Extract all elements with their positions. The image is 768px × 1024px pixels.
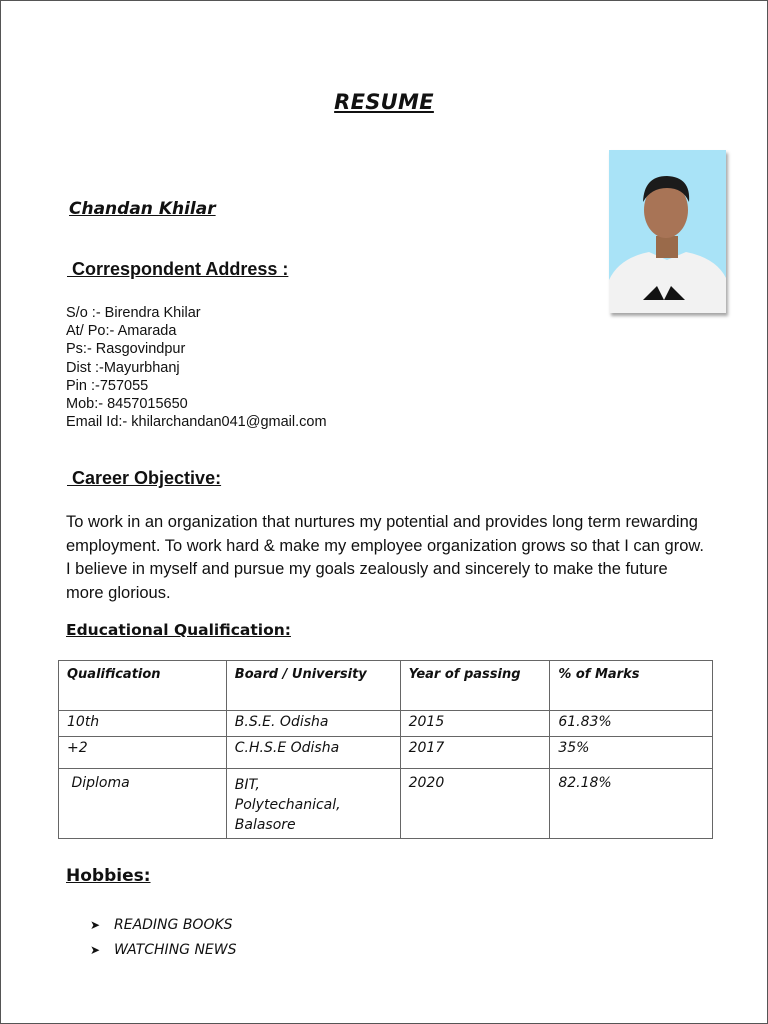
hobby-label: WATCHING NEWS [114,941,237,958]
career-objective-heading: Career Objective: [67,468,222,488]
table-header-row [59,661,713,711]
table-cell: 61.83% [550,711,713,737]
resume-title: RESUME [334,90,434,114]
email-address: Email Id:- khilarchandan041@gmail.com [66,414,327,431]
table-cell: 82.18% [550,769,713,839]
hobbies-heading: Hobbies: [66,866,151,886]
table-cell: +2 [59,737,227,769]
education-table [58,660,713,839]
education-heading: Educational Qualification: [66,621,291,639]
table-cell: 2020 [400,769,550,839]
person-photo-illustration [609,150,726,313]
table-cell: BIT, Polytechanical, Balasore [226,769,400,839]
address-line: S/o :- Birendra Khilar [66,305,201,321]
column-header: Qualification [59,661,227,711]
address-line: Pin :-757055 [66,377,149,394]
list-item [90,937,237,962]
column-header: Year of passing [400,661,550,711]
table-cell: 2017 [400,737,550,769]
career-objective-text: To work in an organization that nurtures my potential and provides long term rewarding employment. To work hard & make my employee organization grows so that I can grow. I believe in myself and pursue my goals zealously and sincerely to make the future more glorious. [66,513,704,602]
list-item [90,912,237,937]
address-block [66,304,327,431]
hobby-label: READING BOOKS [114,916,233,933]
table-row [59,711,713,737]
arrow-bullet-icon: ➤ [90,942,101,957]
mobile-number: Mob:- 8457015650 [66,396,188,413]
table-cell: B.S.E. Odisha [226,711,400,737]
profile-photo [609,150,726,313]
table-row [59,737,713,769]
table-cell: 35% [550,737,713,769]
hobbies-list [90,912,237,962]
candidate-name: Chandan Khilar [69,199,216,219]
address-line: At/ Po:- Amarada [66,323,177,340]
table-row [59,769,713,839]
column-header: % of Marks [550,661,713,711]
table-cell: Diploma [59,769,227,839]
table-cell: 2015 [400,711,550,737]
address-heading: Correspondent Address : [67,259,289,279]
table-cell: C.H.S.E Odisha [226,737,400,769]
table-cell: 10th [59,711,227,737]
column-header: Board / University [226,661,400,711]
address-line: Ps:- Rasgovindpur [66,341,186,358]
address-line: Dist :-Mayurbhanj [66,359,180,376]
arrow-bullet-icon: ➤ [90,917,101,932]
